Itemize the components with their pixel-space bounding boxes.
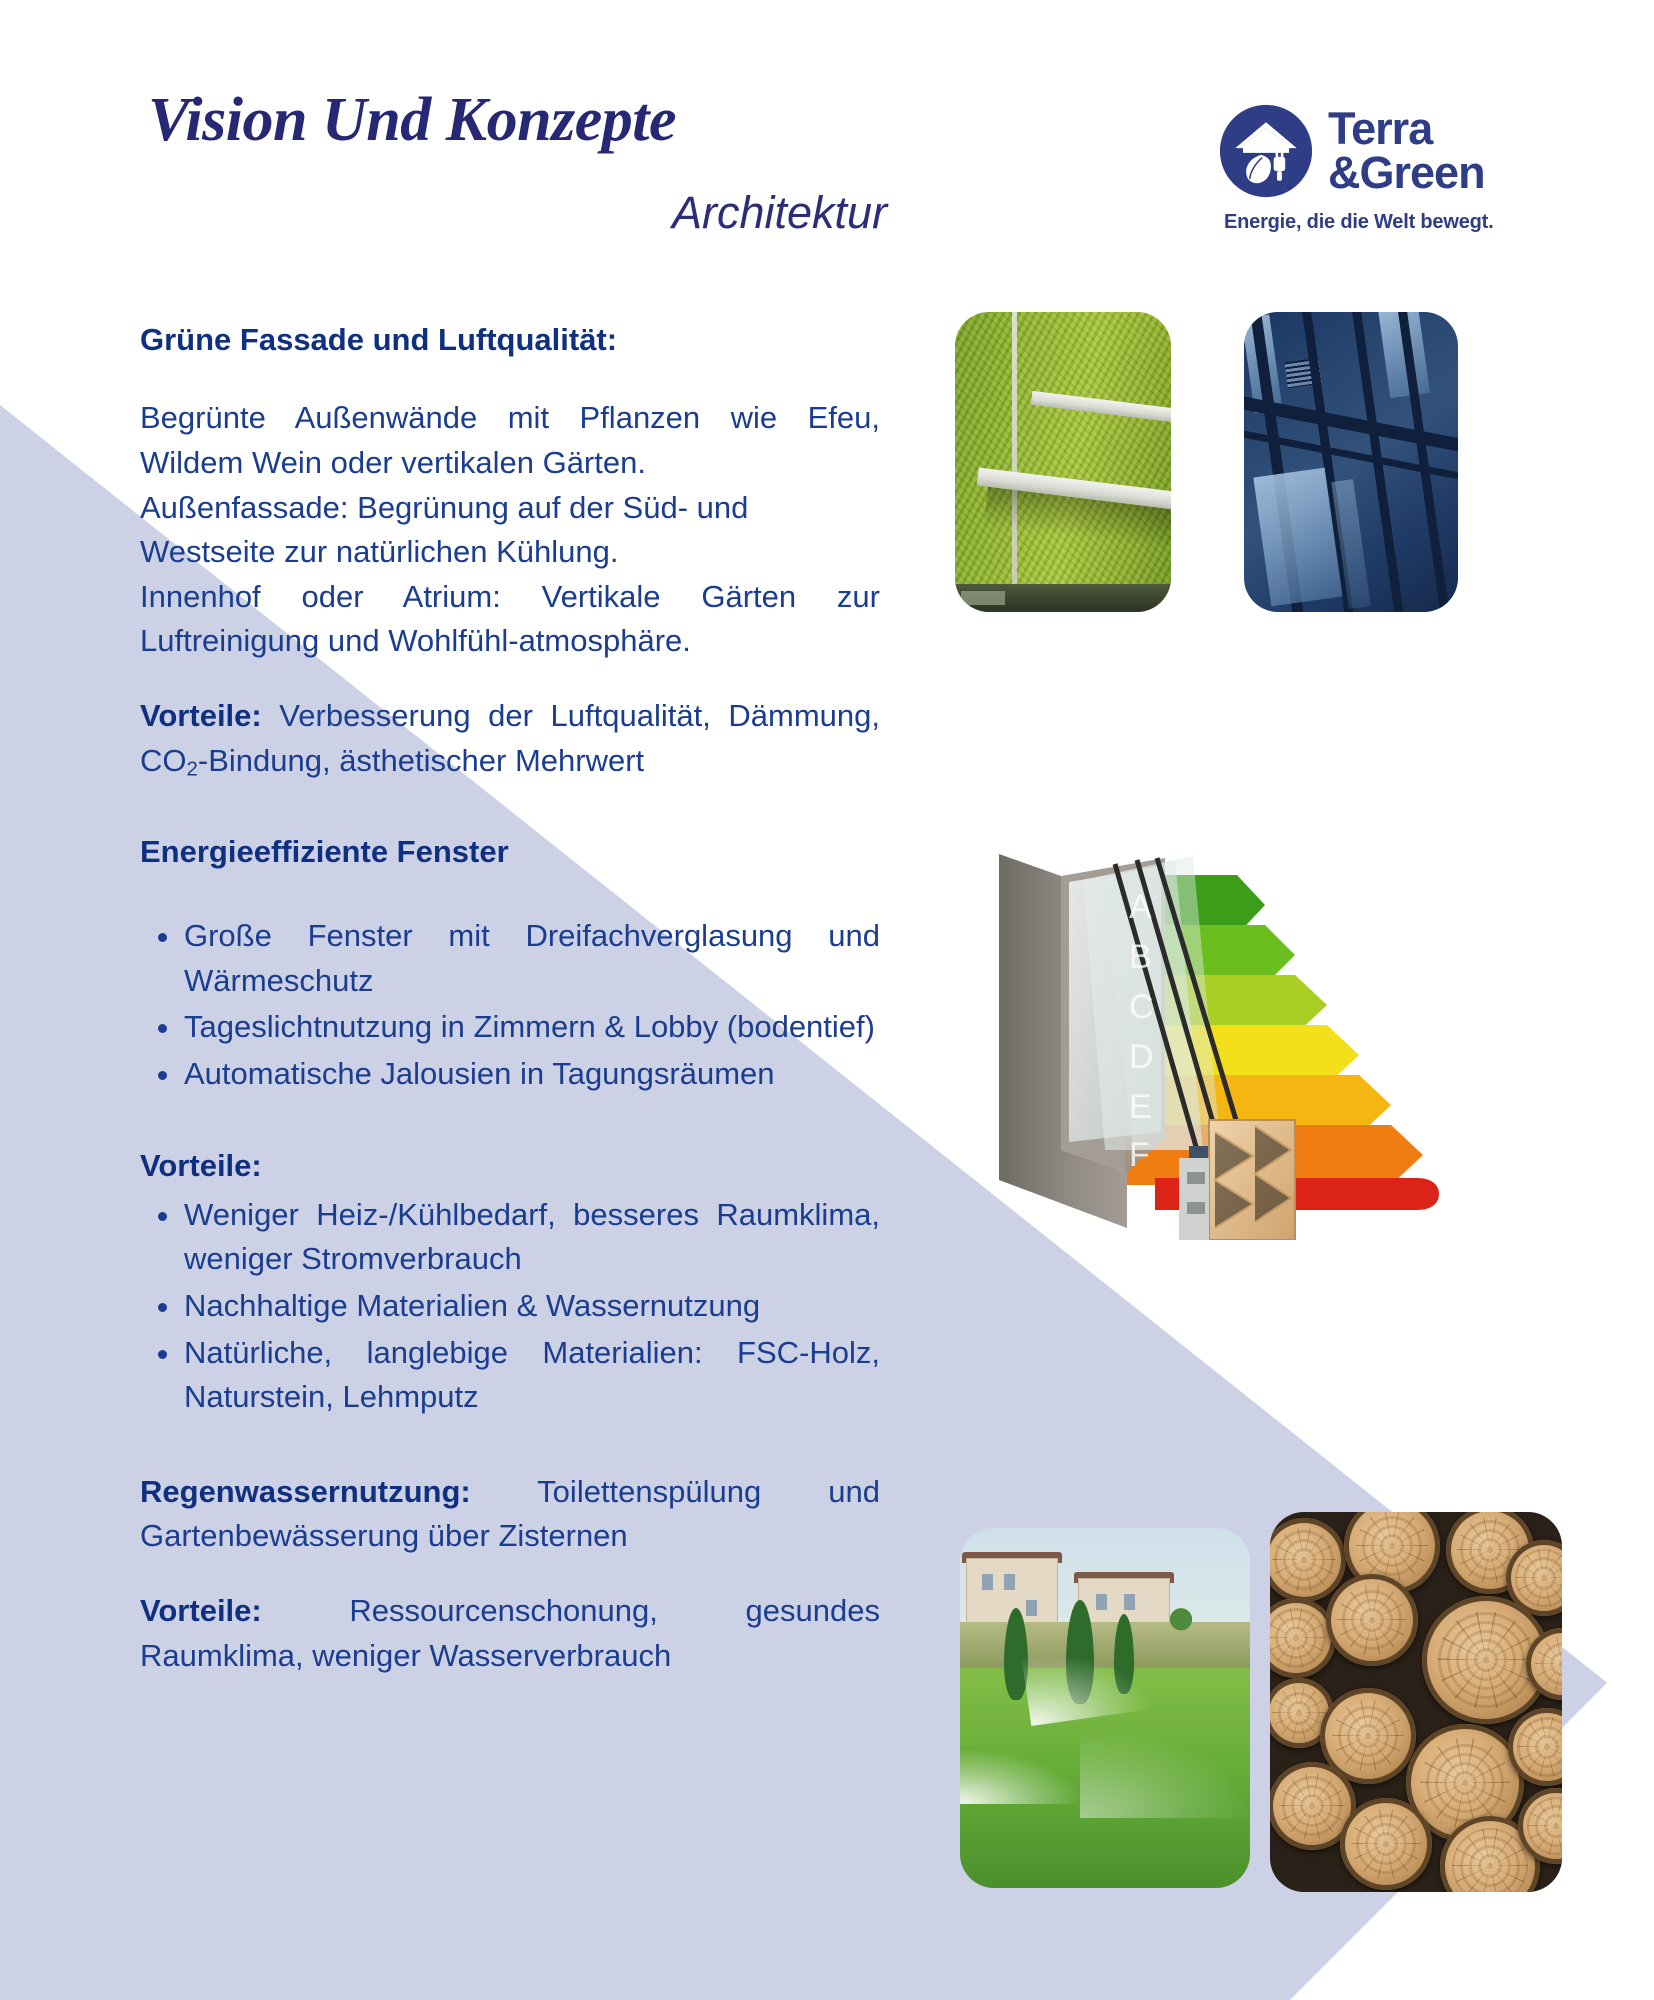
sprinkler-spray xyxy=(1080,1728,1250,1818)
page-title: Vision Und Konzepte xyxy=(148,86,676,154)
spacer xyxy=(140,366,880,396)
vorteile-text-part2: -Bindung, ästhetischer Mehrwert xyxy=(197,742,645,778)
vorteile-text-part1: Verbesserung der Luftqualität, Dämmung, CO xyxy=(140,698,880,778)
blue-glass-facade-photo xyxy=(1244,312,1458,612)
vorteile-label: Vorteile: xyxy=(140,1593,262,1629)
window xyxy=(1124,1594,1135,1610)
spacer xyxy=(140,1422,880,1470)
triple-glazed-window-energy-rating-diagram xyxy=(965,820,1465,1240)
svg-text:F: F xyxy=(1129,1136,1150,1174)
co2-subscript: 2 xyxy=(186,757,198,781)
green-moss-facade-photo xyxy=(955,312,1171,612)
facade-base xyxy=(955,584,1171,612)
window xyxy=(1004,1574,1015,1590)
sprinkler-spray xyxy=(960,1750,1080,1804)
spacer xyxy=(140,878,880,908)
heading-vorteile-fenster: Vorteile: xyxy=(140,1148,262,1184)
moss-texture xyxy=(955,312,1171,612)
logo-name-line2: &Green xyxy=(1328,147,1485,198)
brand-logo xyxy=(1218,103,1538,234)
list-item: Automatische Jalousien in Tagungsräumen xyxy=(140,1052,880,1097)
logo-name-line1: Terra xyxy=(1328,103,1433,155)
page-subtitle: Architektur xyxy=(672,187,888,238)
list-item: Weniger Heiz-/Kühlbedarf, besseres Raumklima, weniger Stromverbrauch xyxy=(140,1193,880,1282)
facade-seam xyxy=(1012,312,1017,612)
logo-tagline: Energie, die die Welt bewegt. xyxy=(1224,211,1494,233)
window xyxy=(1026,1600,1037,1616)
regenwasser-text: Toilettenspülung und Gartenbewässerung über Zisternen xyxy=(140,1473,880,1554)
svg-text:E: E xyxy=(1129,1088,1152,1126)
paragraph-vorteile-fassade xyxy=(140,694,880,784)
spacer xyxy=(140,784,880,832)
spacer xyxy=(140,1098,880,1146)
list-item: Natürliche, langlebige Materialien: FSC-Holz, Naturstein, Lehmputz xyxy=(140,1331,880,1420)
bullet-list-vorteile xyxy=(140,1193,880,1420)
vorteile-text: Ressourcenschonung, gesundes Raumklima, weniger Wasserverbrauch xyxy=(140,1593,880,1673)
window xyxy=(1096,1594,1107,1610)
paragraph-begruente-aussenwaende: Begrünte Außenwände mit Pflanzen wie Efeu, Wildem Wein oder vertikalen Gärten. xyxy=(140,400,880,480)
svg-text:A: A xyxy=(1129,888,1152,926)
spacer xyxy=(140,664,880,694)
list-item: Tageslichtnutzung in Zimmern & Lobby (bodentief) xyxy=(140,1005,880,1050)
spacer xyxy=(140,1559,880,1589)
svg-text:D: D xyxy=(1129,1038,1154,1076)
palm-tree xyxy=(1158,1594,1204,1640)
log-cross-section xyxy=(1326,1574,1418,1666)
svg-text:B: B xyxy=(1129,938,1152,976)
stacked-cut-logs-photo xyxy=(1270,1512,1562,1892)
log-cross-section xyxy=(1340,1798,1432,1890)
list-item: Große Fenster mit Dreifachverglasung und Wärmeschutz xyxy=(140,914,880,1003)
regenwasser-label: Regenwassernutzung: xyxy=(140,1473,471,1509)
heading-energieeffiziente-fenster: Energieeffiziente Fenster xyxy=(140,833,509,869)
window-energy-svg xyxy=(965,820,1465,1240)
house-leaf-plug-icon xyxy=(1218,103,1314,199)
paragraph-aussenfassade: Außenfassade: Begrünung auf der Süd- und Westseite zur natürlichen Kühlung. xyxy=(140,489,749,570)
window xyxy=(982,1574,993,1590)
vorteile-label: Vorteile: xyxy=(140,698,262,734)
main-text-column xyxy=(140,320,880,1678)
logo-row xyxy=(1218,103,1485,199)
paragraph-vorteile-wasser xyxy=(140,1589,880,1678)
heading-gruene-fassade: Grüne Fassade und Luftqualität: xyxy=(140,322,618,357)
lawn-sprinkler-irrigation-photo xyxy=(960,1528,1250,1888)
bullet-list-fenster xyxy=(140,914,880,1097)
paragraph-innenhof-atrium: Innenhof oder Atrium: Vertikale Gärten zur Luftreinigung und Wohlfühl-atmosphäre. xyxy=(140,578,880,659)
logo-wordmark xyxy=(1328,103,1485,198)
svg-text:C: C xyxy=(1129,988,1154,1026)
list-item: Nachhaltige Materialien & Wassernutzung xyxy=(140,1284,880,1329)
paragraph-regenwassernutzung xyxy=(140,1470,880,1559)
